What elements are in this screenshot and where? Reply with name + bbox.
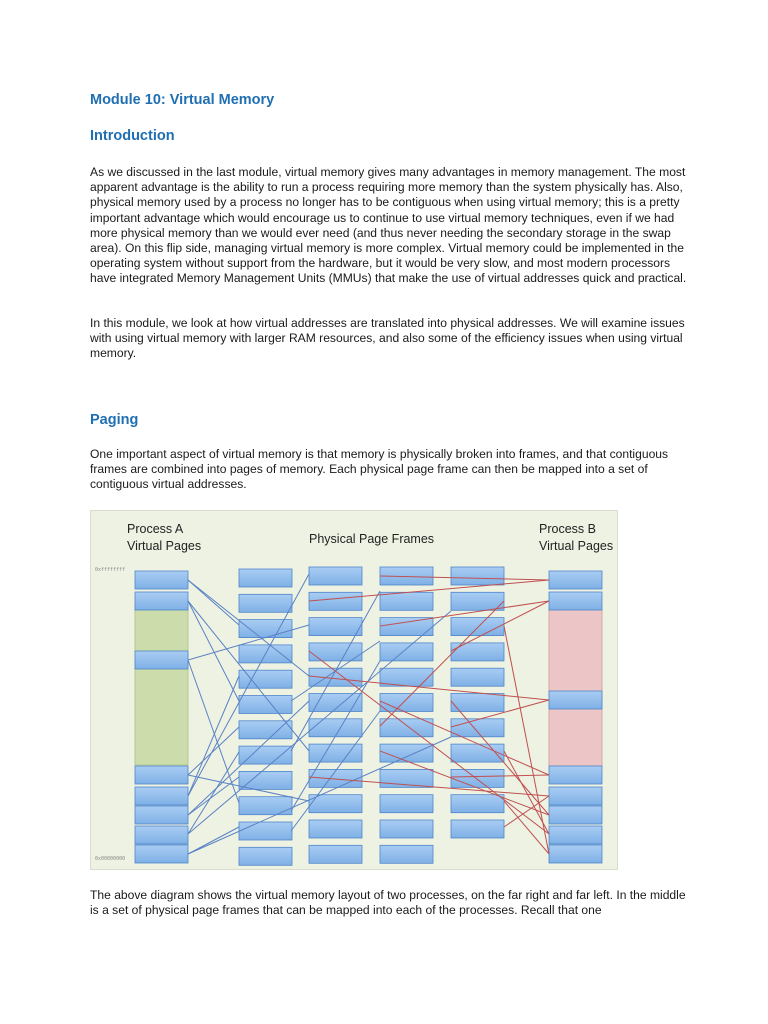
frame-c2-r3 (380, 643, 433, 661)
frame-c2-r11 (380, 845, 433, 863)
address-high-label: 0xffffffff (95, 567, 126, 573)
frame-c3-r4 (451, 668, 504, 686)
physical-frames-label: Physical Page Frames (309, 532, 435, 546)
intro-paragraph-2: In this module, we look at how virtual addresses are translated into physical addresses. We will examine issues with using virtual memory with larger RAM resources, and also some of the efficiency issues when using virtual memory. (90, 316, 685, 361)
process-a-link-4 (188, 676, 239, 796)
module-title: Module 10: Virtual Memory (90, 92, 275, 108)
process-a-page-7 (135, 845, 188, 863)
process-b-page-4 (549, 787, 602, 805)
virtual-memory-diagram (90, 510, 618, 870)
frame-c3-r3 (451, 643, 504, 661)
process-a-link-6 (188, 752, 239, 834)
process-a-label-line2: Virtual Pages (127, 539, 202, 553)
process-b-page-1 (549, 592, 602, 610)
frame-c3-r9 (451, 795, 504, 813)
frame-c1-r9 (309, 795, 362, 813)
frame-c0-r10 (239, 822, 292, 840)
process-a-link-0 (188, 580, 239, 625)
frame-c3-r0 (451, 567, 504, 585)
process-b-label-line1: Process B (539, 522, 596, 536)
intro-paragraph-1: As we discussed in the last module, virtual memory gives many advantages in memory management. The most apparent advantage is the ability to run a process requiring more memory than the system physically has. Also, physical memory used by a process no longer has to be contiguous when using virtual memory; this is a pretty important advantage which would encourage us to continue to use virtual memory techniques, even if we had more physical memory than we would ever need (and thus never needing the secondary storage in the swap area). On this flip side, managing virtual memory is more complex. Virtual memory could be implemented in the operating system without support from the hardware, but it would be very slow, and most modern processors have integrated Memory Management Units (MMUs) that make the use of virtual addresses quick and practical. (90, 165, 687, 286)
frame-c0-r9 (239, 797, 292, 815)
process-a-page-2 (135, 651, 188, 669)
frame-c0-r8 (239, 771, 292, 789)
frame-c0-r7 (239, 746, 292, 764)
frame-c3-r10 (451, 820, 504, 838)
process-a-page-5 (135, 806, 188, 824)
frame-c1-r0 (309, 567, 362, 585)
process-a-link-1 (188, 601, 239, 701)
frame-c2-r10 (380, 820, 433, 838)
paging-paragraph-1: One important aspect of virtual memory is that memory is physically broken into frames, and that contiguous frames are combined into pages of memory. Each physical page frame can then be mapped into a set of contiguous virtual addresses. (90, 447, 669, 492)
frame-c0-r2 (239, 620, 292, 638)
frame-c1-r2 (309, 618, 362, 636)
frame-c3-r8 (451, 769, 504, 787)
process-a-page-6 (135, 826, 188, 844)
address-low-label: 0x00000000 (95, 856, 126, 862)
frame-c2-r1 (380, 592, 433, 610)
process-a-link-7 (188, 827, 239, 854)
process-b-page-0 (549, 571, 602, 589)
process-a-page-0 (135, 571, 188, 589)
process-b-label-line2: Virtual Pages (539, 539, 614, 553)
frame-c3-r2 (451, 618, 504, 636)
process-b-page-6 (549, 826, 602, 844)
process-b-page-2 (549, 691, 602, 709)
frame-c0-r11 (239, 847, 292, 865)
frame-c0-r1 (239, 594, 292, 612)
process-a-page-1 (135, 592, 188, 610)
frame-c0-r4 (239, 670, 292, 688)
frame-c1-r1 (309, 592, 362, 610)
introduction-heading: Introduction (90, 128, 175, 144)
frame-c1-r11 (309, 845, 362, 863)
diagram-canvas (91, 511, 619, 871)
process-b-free-region (549, 609, 602, 766)
process-a-link-3 (188, 727, 239, 775)
paging-heading: Paging (90, 412, 139, 428)
process-a-page-4 (135, 787, 188, 805)
frame-c3-r1 (451, 592, 504, 610)
frame-c2-r7 (380, 744, 433, 762)
process-b-link-7 (504, 801, 549, 854)
frame-c1-r8 (309, 769, 362, 787)
process-b-link-3 (380, 701, 549, 775)
paging-paragraph-2: The above diagram shows the virtual memory layout of two processes, on the far right and far left. In the middle is a set of physical page frames that can be mapped into each of the processes. Recall that one (90, 888, 686, 918)
process-b-page-7 (549, 845, 602, 863)
process-a-label-line1: Process A (127, 522, 184, 536)
frame-c2-r6 (380, 719, 433, 737)
frame-c0-r0 (239, 569, 292, 587)
process-a-free-region (135, 607, 188, 765)
frame-c2-r9 (380, 795, 433, 813)
frame-c3-r6 (451, 719, 504, 737)
process-b-page-5 (549, 806, 602, 824)
frame-c0-r5 (239, 696, 292, 714)
frame-c3-r5 (451, 694, 504, 712)
frame-c1-r10 (309, 820, 362, 838)
process-a-page-3 (135, 766, 188, 784)
frame-c2-r5 (380, 694, 433, 712)
process-b-page-3 (549, 766, 602, 784)
frame-c1-r6 (309, 719, 362, 737)
process-b-link-15 (504, 626, 549, 854)
frame-c0-r6 (239, 721, 292, 739)
